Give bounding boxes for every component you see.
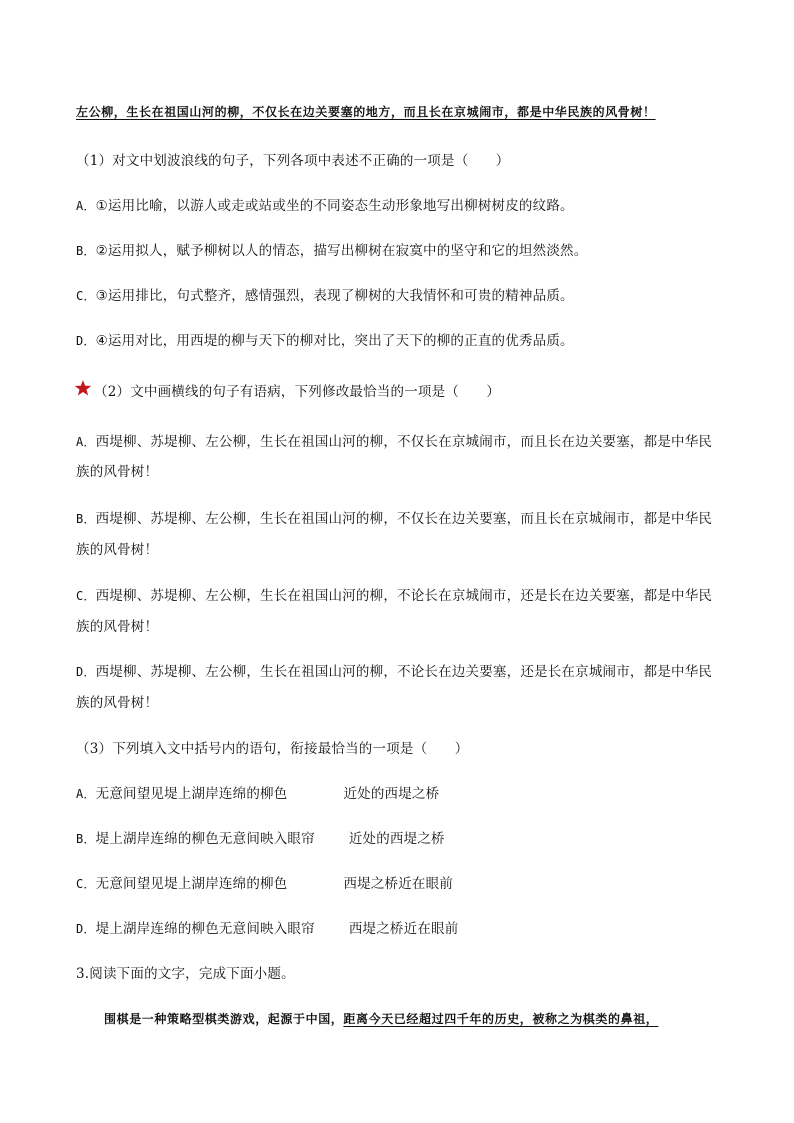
option-text: ③运用排比，句式整齐，感情强烈，表现了柳树的大我情怀和可贵的精神品质。 [95,288,574,304]
option-text: 西堤柳、苏堤柳、左公柳，生长在祖国山河的柳，不论长在京城闹市，还是长在边关要塞，都是中华民 [95,588,713,604]
q2-option-b[interactable] [76,507,712,527]
passage-2-plain: 围棋是一种策略型棋类游戏，起源于中国， [104,1012,344,1026]
option-text: 西堤柳、苏堤柳、左公柳，生长在祖国山河的柳，不仅长在京城闹市，而且长在边关要塞，都是中华民 [95,434,713,450]
passage-2-underlined: 距离今天已经超过四千年的历史，被称之为棋类的鼻祖， [343,1012,659,1026]
q2-option-b-cont: 族的风骨树！ [76,542,159,558]
option-part-2: 西堤之桥近在眼前 [343,876,454,892]
option-part-1: 无意间望见堤上湖岸连绵的柳色 [95,786,288,802]
option-text: ②运用拟人，赋予柳树以人的情态，描写出柳树在寂寞中的坚守和它的坦然淡然。 [95,243,588,259]
option-label: B． [76,244,96,258]
option-label: C． [76,289,96,303]
option-label: A． [76,435,96,449]
option-part-1: 无意间望见堤上湖岸连绵的柳色 [95,876,288,892]
q2-option-c[interactable] [76,584,712,604]
option-text: ①运用比喻，以游人或走或站或坐的不同姿态生动形象地写出柳树树皮的纹路。 [95,198,574,214]
question-3-stem: （3）下列填入文中括号内的语句，衔接最恰当的一项是（ ） [76,741,469,757]
q2-option-a[interactable] [76,430,712,450]
q1-option-b[interactable] [76,239,587,259]
option-part-2: 近处的西堤之桥 [343,786,440,802]
passage-line-1: 左公柳，生长在祖国山河的柳，不仅长在边关要塞的地方，而且长在京城闹市，都是中华民族的风骨树！ [76,105,656,119]
q3-option-d[interactable] [76,917,458,937]
q3-option-a[interactable] [76,782,439,802]
q2-option-c-cont: 族的风骨树！ [76,619,159,635]
q2-option-d-cont: 族的风骨树！ [76,695,159,711]
option-label: D． [76,665,96,679]
option-part-1: 堤上湖岸连绵的柳色无意间映入眼帘 [95,831,315,847]
q3-option-c[interactable] [76,872,453,892]
option-label: C． [76,589,96,603]
q2-option-a-cont: 族的风骨树！ [76,464,159,480]
option-label: B． [76,832,96,846]
q3-option-b[interactable] [76,827,445,847]
option-label: D． [76,922,96,936]
q1-option-c[interactable] [76,284,574,304]
option-part-2: 近处的西堤之桥 [348,831,445,847]
option-part-1: 堤上湖岸连绵的柳色无意间映入眼帘 [95,921,315,937]
option-label: D． [76,334,96,348]
q1-option-d[interactable] [76,329,574,349]
question-3-heading: 3.阅读下面的文字，完成下面小题。 [76,966,295,982]
passage-line-2 [104,1010,658,1027]
option-label: B． [76,512,96,526]
star-icon [74,379,92,397]
question-1-stem: （1）对文中划波浪线的句子，下列各项中表述不正确的一项是（ ） [76,153,510,169]
option-label: A． [76,199,96,213]
option-text: ④运用对比，用西堤的柳与天下的柳对比，突出了天下的柳的正直的优秀品质。 [95,333,574,349]
option-part-2: 西堤之桥近在眼前 [348,921,459,937]
question-2-stem: （2）文中画横线的句子有语病，下列修改最恰当的一项是（ ） [94,384,501,400]
option-label: C． [76,877,96,891]
q1-option-a[interactable] [76,194,574,214]
option-text: 西堤柳、苏堤柳、左公柳，生长在祖国山河的柳，不仅长在边关要塞，而且长在京城闹市，都是中华民 [95,511,713,527]
q2-option-d[interactable] [76,660,712,680]
option-label: A． [76,787,96,801]
option-text: 西堤柳、苏堤柳、左公柳，生长在祖国山河的柳，不论长在边关要塞，还是长在京城闹市，都是中华民 [95,664,713,680]
